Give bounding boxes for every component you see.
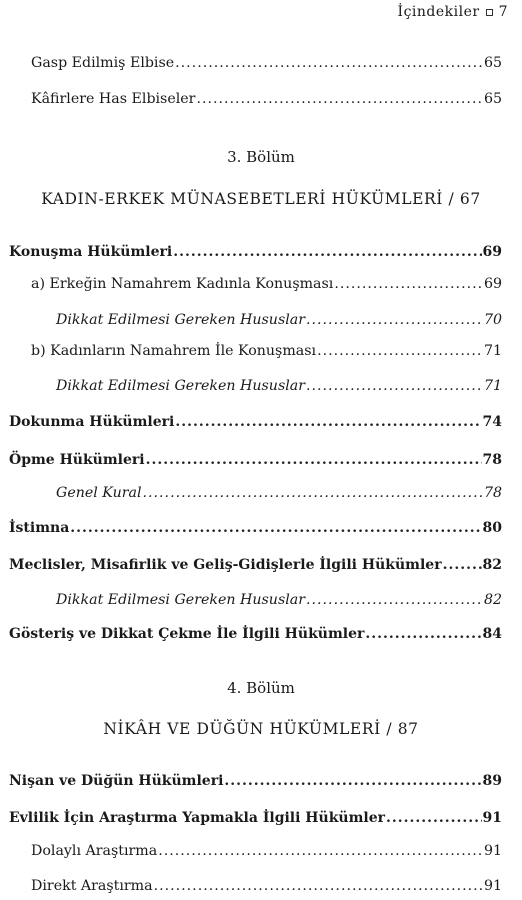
toc-entry-title: Evlilik İçin Araştırma Yapmakla İlgili Hükümler: [9, 810, 386, 826]
toc-entry-title: Öpme Hükümleri: [9, 452, 145, 468]
dot-leader: [173, 244, 481, 260]
toc-entry-title: Direkt Araştırma: [31, 878, 153, 894]
toc-entry-title: a) Erkeğin Namahrem Kadınla Konuşması: [31, 276, 334, 292]
toc-entry-title: Meclisler, Misafirlik ve Geliş-Gidişlerle İlgili Hükümler: [9, 557, 442, 573]
toc-entry-page: 65: [483, 55, 502, 71]
section-name: İçindekiler: [397, 4, 480, 20]
dot-leader: [365, 626, 481, 642]
toc-entry-page: 78: [483, 485, 502, 501]
toc-entry-page: 91: [483, 878, 502, 894]
toc-entry[interactable]: [56, 378, 502, 394]
toc-entry-title: Konuşma Hükümleri: [9, 244, 173, 260]
toc-entry[interactable]: [31, 843, 502, 859]
toc-entry[interactable]: [56, 312, 502, 328]
toc-entry-title: Kâfirlere Has Elbiseler: [31, 91, 196, 107]
dot-leader: [154, 878, 483, 894]
toc-entry[interactable]: [9, 557, 502, 573]
toc-entry-title: Dikkat Edilmesi Gereken Hususlar: [56, 378, 306, 394]
toc-entry-page: 65: [483, 91, 502, 107]
toc-entry-page: 74: [482, 414, 502, 430]
toc-entry-title: Nişan ve Düğün Hükümleri: [9, 773, 224, 789]
toc-entry-title: Dolaylı Araştırma: [31, 843, 158, 859]
toc-entry-page: 82: [482, 557, 502, 573]
toc-entry[interactable]: [9, 810, 502, 826]
toc-entry[interactable]: [9, 452, 502, 468]
dot-leader: [334, 276, 483, 292]
dot-leader: [306, 312, 483, 328]
chapter-title: KADIN-ERKEK MÜNASEBETLERİ HÜKÜMLERİ / 67: [41, 190, 481, 208]
toc-entry-title: Dikkat Edilmesi Gereken Hususlar: [56, 592, 306, 608]
dot-leader: [143, 485, 483, 501]
running-header: [398, 4, 508, 20]
toc-entry[interactable]: [31, 55, 502, 71]
toc-entry-title: Dikkat Edilmesi Gereken Hususlar: [56, 312, 306, 328]
toc-entry-title: b) Kadınların Namahrem İle Konuşması: [31, 343, 317, 359]
toc-entry-page: 78: [482, 452, 502, 468]
toc-entry-page: 84: [482, 626, 502, 642]
toc-entry[interactable]: [31, 343, 502, 359]
dot-leader: [317, 343, 483, 359]
toc-entry-title: İstimna: [9, 520, 70, 536]
toc-entry[interactable]: [31, 276, 502, 292]
toc-entry[interactable]: [9, 773, 502, 789]
toc-entry-page: 82: [483, 592, 502, 608]
toc-entry[interactable]: [9, 520, 502, 536]
dot-leader: [306, 378, 483, 394]
toc-entry[interactable]: [56, 485, 502, 501]
toc-entry-page: 91: [483, 843, 502, 859]
toc-entry[interactable]: [56, 592, 502, 608]
chapter-number: 4. Bölüm: [227, 679, 295, 697]
dot-leader: [146, 452, 482, 468]
dot-leader: [386, 810, 482, 826]
dot-leader: [443, 557, 482, 573]
toc-entry[interactable]: [9, 414, 502, 430]
toc-entry-page: 91: [482, 810, 502, 826]
toc-entry-title: Gösteriş ve Dikkat Çekme İle İlgili Hükümler: [9, 626, 365, 642]
dot-leader: [224, 773, 481, 789]
dot-leader: [158, 843, 483, 859]
toc-entry-page: 71: [483, 343, 502, 359]
toc-entry-page: 89: [482, 773, 502, 789]
toc-entry-page: 70: [483, 312, 502, 328]
chapter-title: NİKÂH VE DÜĞÜN HÜKÜMLERİ / 87: [103, 720, 419, 738]
toc-entry[interactable]: [9, 626, 502, 642]
toc-entry[interactable]: [31, 91, 502, 107]
chapter-number: 3. Bölüm: [227, 148, 295, 166]
square-separator-icon: [486, 9, 493, 16]
toc-entry[interactable]: [9, 244, 502, 260]
dot-leader: [175, 55, 483, 71]
toc-entry-title: Gasp Edilmiş Elbise: [31, 55, 175, 71]
dot-leader: [175, 414, 481, 430]
page-number: 7: [498, 4, 508, 20]
toc-entry-page: 69: [482, 244, 502, 260]
toc-entry-page: 69: [483, 276, 502, 292]
toc-entry-page: 71: [483, 378, 502, 394]
dot-leader: [196, 91, 482, 107]
dot-leader: [70, 520, 481, 536]
toc-entry-title: Genel Kural: [56, 485, 142, 501]
toc-entry-title: Dokunma Hükümleri: [9, 414, 175, 430]
toc-entry[interactable]: [31, 878, 502, 894]
toc-entry-page: 80: [482, 520, 502, 536]
dot-leader: [306, 592, 483, 608]
